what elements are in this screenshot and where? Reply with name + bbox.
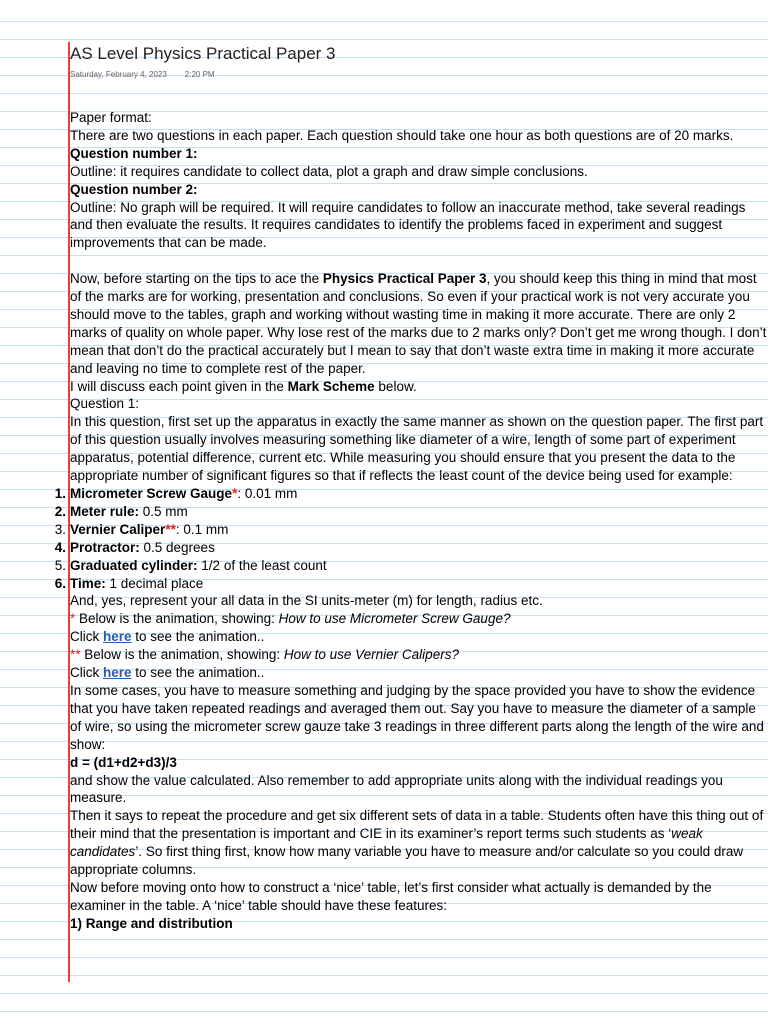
paper-format-label: Paper format: — [70, 110, 152, 125]
animation-vernier-line: ** Below is the animation, showing: How to use Vernier Calipers? — [70, 647, 459, 663]
question-1-text: In this question, first set up the apparatus in exactly the same manner as shown on the question paper. The first part of this question usually involves measuring something like diameter of a wire, length of some part of experiment apparatus, potential difference, current etc. While measuring you should ensure that you present the data to the appropriate number of significant figures so that if reflects the least count of the device being used for example: — [70, 414, 764, 484]
vernier-animation-link[interactable]: here — [103, 665, 132, 681]
list-item: 5. Graduated cylinder: 1/2 of the least count — [54, 557, 327, 573]
note-time: 2:20 PM — [184, 70, 215, 79]
list-item: 1. Micrometer Screw Gauge*: 0.01 mm — [54, 486, 298, 502]
question-1-outline: Outline: it requires candidate to collect data, plot a graph and draw simple conclusions. — [70, 163, 588, 179]
tips-paragraph: Now, before starting on the tips to ace the Physics Practical Paper 3, you should keep this thing in mind that most of the marks are for working, presentation and conclusions. So even if your practical work is not very accurate you should move to the tables, graph and working without wasting time in making it more accurate. There are only 2 marks of quality on whole paper. Why lose rest of the marks due to 2 marks only? Don’t get me wrong though. I don’t mean that don’t do the practical accurately but I mean to say that don’t waste extra time in making it more accurate and leaving no time to complete rest of the paper. — [70, 271, 767, 376]
micrometer-animation-link[interactable]: here — [103, 629, 132, 645]
list-item: 3. Vernier Caliper**: 0.1 mm — [54, 521, 229, 537]
question-2-outline: Outline: No graph will be required. It will require candidates to follow an inaccurate method, take several readings and then evaluate the results. It requires candidates to identify the problems faced in experiment and suggest improvements that can be made. — [70, 199, 746, 251]
range-distribution-heading: 1) Range and distribution — [70, 915, 233, 931]
click-here-line: Click here to see the animation.. — [70, 665, 265, 681]
blank-line — [70, 252, 768, 270]
nice-table-paragraph: Now before moving onto how to construct a ‘nice’ table, let’s first consider what actually is demanded by the examiner in the table. A ‘nice’ table should have these features: — [70, 879, 712, 913]
diameter-formula: d = (d1+d2+d3)/3 — [70, 754, 177, 770]
data-sets-paragraph: Then it says to repeat the procedure and get six different sets of data in a table. Students often have this thing out of their mind that the presentation is important and CIE in its examiner’s report terms such students as ‘weak candidates’. So first thing first, know how many variable you have to measure and/or calculate so you could draw appropriate columns. — [70, 808, 764, 878]
animation-micrometer-line: * Below is the animation, showing: How to use Micrometer Screw Gauge? — [70, 611, 511, 627]
repeated-readings-paragraph: In some cases, you have to measure something and judging by the space provided you have to show the evidence that you have taken repeated readings and averaged them out. Say you have to measure the diameter of a sample of wire, so using the micrometer screw gauze take 3 readings in three different parts along the length of the wire and show: — [70, 682, 764, 752]
click-here-line: Click here to see the animation.. — [70, 629, 265, 645]
page-title: AS Level Physics Practical Paper 3 — [70, 44, 336, 63]
list-item: 2. Meter rule: 0.5 mm — [54, 503, 188, 519]
si-units-line: And, yes, represent your all data in the SI units-meter (m) for length, radius etc. — [70, 593, 543, 609]
note-body[interactable] — [54, 109, 768, 933]
note-date: Saturday, February 4, 2023 — [70, 70, 167, 79]
units-paragraph: and show the value calculated. Also remember to add appropriate units along with the individual readings you measure. — [70, 772, 723, 806]
list-item: 4. Protractor: 0.5 degrees — [54, 539, 215, 555]
list-item: 6. Time: 1 decimal place — [54, 575, 204, 591]
instrument-list — [54, 485, 768, 592]
note-timestamp — [70, 69, 215, 81]
question-2-heading: Question number 2: — [70, 181, 198, 197]
paper-format-text: There are two questions in each paper. Each question should take one hour as both questions are of 20 marks. — [70, 127, 734, 143]
mark-scheme-line: I will discuss each point given in the Mark Scheme below. — [70, 378, 417, 394]
question-1-heading: Question number 1: — [70, 145, 198, 161]
question-1-label: Question 1: — [70, 396, 140, 412]
